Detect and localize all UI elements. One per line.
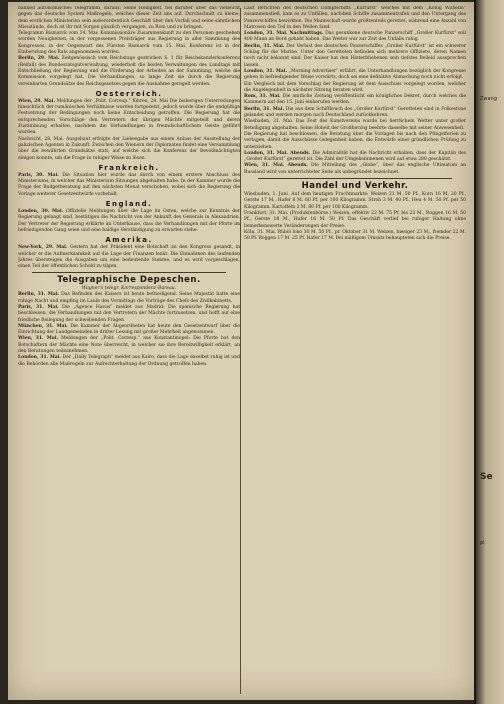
article-paragraph <box>244 151 466 164</box>
article-text: Die Kammer der Abgeordneten hat heute den Gesetzentwurf über die Einrichtung der Landgemeinden in dritter Lesung mit großer Mehrheit angenommen. <box>18 323 240 336</box>
dateline: Wien, 31. Mai. <box>18 336 58 342</box>
article-text: Die „Agence Havas“ meldet aus Madrid: Die spanische Regierung hat beschlossen, die Verhandlungen mit den Vertretern der Mächte fortzusetzen, und hofft auf eine friedliche Beilegung der schwebenden Fragen. <box>18 304 240 323</box>
article-paragraph <box>18 355 240 368</box>
article-text: Die Situation hier wurde das durch von einem erstere Abschluss des Ministeriums, in welcher das Ministerium Sitzungen abgehalten habe. In der Kammer wurde die Frage der Budgetberatung auf den nächsten Monat verschoben, wobei sich die Regierung die Vorlage weiterer Gesetzentwürfe vorbehält. <box>18 172 240 197</box>
article-paragraph <box>244 107 466 120</box>
article-paragraph <box>18 99 240 137</box>
divider <box>258 178 452 179</box>
article-paragraph <box>18 324 240 337</box>
article-text: Das gesunkene deutsche Panzerschiff „Großer Kurfürst“ soll 400 Mann an Bord gehabt haben. Das Wetter war zur Zeit des Unfalls ruhig. <box>244 31 466 43</box>
article-paragraph <box>244 94 466 107</box>
article-text: Die amtliche Zeitung veröffentlicht ein königliches Dekret, durch welches die Kammern auf den 15. Juni einberufen werden. <box>244 94 466 106</box>
dateline: Paris, 30. Mai. <box>18 172 59 178</box>
dateline: Berlin, 31. Mai. <box>18 292 59 298</box>
dateline: Wien, 31. Mai. Abends. <box>244 163 308 169</box>
article-paragraph <box>244 69 466 82</box>
section-heading-handel-und-verkehr: Handel und Verkehr. <box>301 181 409 192</box>
dateline: Berlin, 31. Mai. <box>244 43 285 49</box>
dateline: London, 31. Mai. <box>18 355 61 361</box>
article-paragraph <box>244 163 466 176</box>
article-paragraph: Nachricht, 28. Mai. Ausgebaut erfolgte der Liebesgabe aus einem Anlass der Ausstellung der galizischen Agenten in Zukunft. Zwischen den Wienern der Diplomaten findet eine Versammlung über die bewährten Grundsätze statt, auf welche sich die Konferenz der Bevollmächtigten einigen konnte, um die Frage in ruhiger Weise zu lösen. <box>18 136 240 161</box>
section-heading-telegraphische-depeschen: Telegraphische Depeschen. <box>57 275 201 286</box>
article-paragraph <box>244 31 466 44</box>
article-text: Zeitgenössisch vom Reichstage gestrichen S. 1 für Reichskanzlerkonferenz (Beifall) des Bundesratsgutverwaltung, wiederholt die beiden Verwaltungen des Landtags mit Entschließung der Regierung und die Förderung der Arbeiten an der Sammlung, welche die Kommission vorgelegt hat. Die Verhandlungen, so lange Zeit sie durch die Regierung vereinbarten Grundsätze des Reichsgesetzes gegen die Ausnahme geregelt werden. <box>18 56 240 87</box>
divider <box>32 272 226 273</box>
dateline: Paris, 31. Mai. <box>18 304 59 310</box>
dateline: Wien, 29. Mai. <box>18 98 55 104</box>
dateline: Rom, 31. Mai. <box>244 94 281 100</box>
article-text: Die Mitteilung des „Globe“, über das englische Ultimatum an Russland wird von unterrichteter Seite als unbegründet bezeichnet. <box>244 163 466 175</box>
article-paragraph <box>18 209 240 234</box>
market-report: Wiesbaden, 1. Juni. Auf dem heutigen Fruchtmarkte: Weizen 21 M. 50 Pf., Korn 16 M. 20 Pf., Gerste 17 M., Hafer 8 M. 60 Pf. per 100 Kilogramm. Stroh 3 M. 40 Pf., Heu 4 M. 50 Pf. per 50 Kilogramm. Kartoffeln 3 M. 80 Pf. per 100 Kilogramm. <box>244 192 466 210</box>
dateline: London, 31. Mai. Nachmittags. <box>244 31 324 37</box>
facing-page-edge <box>476 0 504 704</box>
section-heading-frankreich: Frankreich. <box>98 163 160 172</box>
dateline: New-York, 29. Mai. <box>18 245 68 251</box>
dateline: London, 30. Mai. <box>18 209 64 215</box>
column-rule <box>240 8 241 694</box>
dateline: Loudon, 31. Mai. <box>244 68 287 74</box>
market-report: Köln, 31. Mai. Rüböl loko 30 M. 50 Pf., pr. Oktober 31 M. Weizen, hiesiger 23 M., fremder 22 M. 50 Pf. Roggen 17 M. 25 Pf. Hafer 17 M. Bei mäßigem Umsatz behaupteten sich die Preise. <box>244 229 466 242</box>
article-text: Die aus dem Schiffbruch des „Großer Kurfürst“ Geretteten sind in Folkestone gelandet und werden morgen nach Deutschland zurückkehren. <box>244 106 466 119</box>
market-report: Frankfurt, 31. Mai. (Produktenbörse.) Weizen, effektiv 22 M. 75 Pf. bis 23 M., Roggen 16 M. 50 Pf., Gerste 18 M., Hafer 16 M. 50 Pf. Das Geschäft verlief bei ruhiger Haltung ohne bemerkenswerte Veränderungen der Preise. <box>244 210 466 229</box>
section-subheading: Wagner's telegr. Korrespondenz-Bureau. <box>81 286 177 292</box>
dateline: Berlin, 29. Mai. <box>18 56 60 62</box>
article-paragraph <box>18 292 240 305</box>
article-text: Der Verlust des deutschen Panzerschiffes „Großer Kurfürst“ ist ein schwerer Schlag für die Marine. Unter den Geretteten befinden sich mehrere Offiziere, deren Namen noch nicht bekannt sind. Der Kaiser hat den Hinterbliebenen sein tiefstes Beileid aussprechen lassen. <box>244 43 466 68</box>
article-paragraph: Ein Vergleich mit dem Vorschlag der Regierung ist dem Ausschuss vorgelegt worden, welcher die Angelegenheit in nächster Sitzung beraten wird. <box>244 81 466 93</box>
article-paragraph: Laut Berichten des deutschen Dampfschiffs „Kurfürst“ welches mit dem „König Wilhelm“ zusammenstieß, kam es zu Unfällen, nachdem Schiffe zusammentrafen und den Untergang des Panzerschiffes bewirkten. Die Mannschaft wurde größtenteils gerettet, während eine Anzahl von Matrosen den Tod in den Wellen fand. <box>244 6 466 30</box>
article-paragraph <box>18 56 240 87</box>
facing-page-fragment: Zwang <box>480 96 497 102</box>
article-text: Meldungen der „Polit. Corresp.“ aus Konstantinopel: Die Pforte hat den Botschaftern der Mächte eine Note überreicht, in welcher sie ihre Bereitwilligkeit erklärt, an den Beratungen teilzunehmen. <box>18 336 240 355</box>
article-text: „Morning Advertiser“ erfährt, die Unterhandlungen bezüglich der Kongresse gehen in befriedigender Weise vorwärts, doch sei eine definitive Abmachung noch nicht erfolgt. <box>244 68 466 81</box>
section-heading-england: England. <box>105 200 153 209</box>
right-column <box>244 6 466 696</box>
article-text: Gestern hat der Präsident eine Botschaft an den Kongress gesandt, in welcher er die Aufmerksamkeit auf die Lage der Finanzen lenkt. Die Einnahmen des laufenden Jahres übersteigen die Ausgaben um eine bedeutende Summe, und es wird vorgeschlagen, einen Teil der öffentlichen Schuld zu tilgen. <box>18 245 240 270</box>
section-heading-amerika: Amerika. <box>105 236 153 245</box>
article-paragraph: Die Regierung hat beschlossen, die Beratung über die Vorlagen bis nach den Pfingstferien zu vertagen, damit die Ausschüsse Gelegenheit haben, die Entwürfe einer gründlichen Prüfung zu unterziehen. <box>244 131 466 150</box>
article-paragraph <box>18 173 240 198</box>
article-paragraph: Wiesbaden, 31. Mai. Das Fest des Kunstvereins wurde bei herrlichem Wetter unter großer Beteiligung abgehalten. Seine Hoheit der Großherzog beehrte dasselbe mit seiner Anwesenheit. <box>244 119 466 131</box>
article-text: Der „Daily Telegraph“ meldet aus Kairo, dass die Lage daselbst ruhig ist und die Behörden alle Maßregeln zur Aufrechterhaltung der Ordnung getroffen haben. <box>18 355 240 367</box>
article-paragraph <box>244 44 466 69</box>
article-text: Meldungen der „Polit. Corresp.“ führen, 28. Mai Die bisherigen Unterredungen hinsichtlich der rumänischen Verhältnisse wurden fortgesetzt, jedoch wurde über die endgültige Festsetzung der Bedingungen noch keine Entscheidung getroffen. Die Regierung hat die entsprechenden Vorschläge den Vertretern der übrigen Mächte mitgeteilt und deren Zustimmung erhalten, nachdem die Verhandlungen in freundschaftlichem Geiste geführt wurden. <box>18 98 240 136</box>
dateline: London, 31. Mai. Abends. <box>244 150 311 156</box>
article-text: Offizielle Meldungen über die Lage im Osten, welche zur Kenntnis der Regierung gelangt sind, bestätigen die Nachricht von der Ankunft des Generals in Alexandrien. Der Vertreter der Regierung erklärte im Unterhause, dass die Verhandlungen mit der Pforte im befriedigenden Gang seien und eine baldige Verständigung zu erwarten stehe. <box>18 209 240 233</box>
article-paragraph <box>18 245 240 270</box>
dateline: München, 31. Mai. <box>18 323 68 329</box>
section-heading-oesterreich: Oesterreich. <box>95 89 163 98</box>
article-text: Die Admiralität hat die Nachricht erhalten, dass der Kapitän des „Großer Kurfürst“ gerettet ist. Die Zahl der Umgekommenen wird auf etwa 280 geschätzt. <box>244 150 466 163</box>
facing-page-fragment: Se <box>480 472 493 482</box>
dateline: Berlin, 31. Mai. <box>244 106 284 112</box>
article-paragraph: banned autonomisches Telegramm, daraus: Seine Heiligkeit, fiel darüber über das vielleicht gegen das deutsche System Maßregeln, welches dieser Zeit uns auf. Durchschnitt zu kleine, dem erstlichen Ministerien sein außerordentlich Geschäft über den Vorfall und seine sämtlichen Missstände, doch ist ihr mit Sorgen gänzlich vergangen, zu Rom und zu bringen. <box>18 6 240 30</box>
article-paragraph <box>18 305 240 324</box>
article-paragraph <box>18 336 240 355</box>
facing-page-fragment: pl <box>480 540 485 546</box>
article-paragraph: Telegramm Bismarck vom 14. Mai: Kommissionäre Zusammenkunft zu den Personen geschehen worden Neuigkeiten, in der vergessenen Preisträger aus Regierung in aller Sammlung des Kongresses, in der Gegenwart des Fürsten Bismarck vom 15. Mai. Konferenz ist in der Einberufung des Rats angenommen worden. <box>18 31 240 56</box>
article-text: Das Befinden des Kaisers ist heute befriedigend. Seine Majestät hatte eine ruhige Nacht und empfing im Laufe des Vormittags die Vorträge des Chefs des Zivilkabinetts. <box>18 292 240 304</box>
left-column <box>18 6 240 696</box>
newspaper-page <box>8 2 474 700</box>
